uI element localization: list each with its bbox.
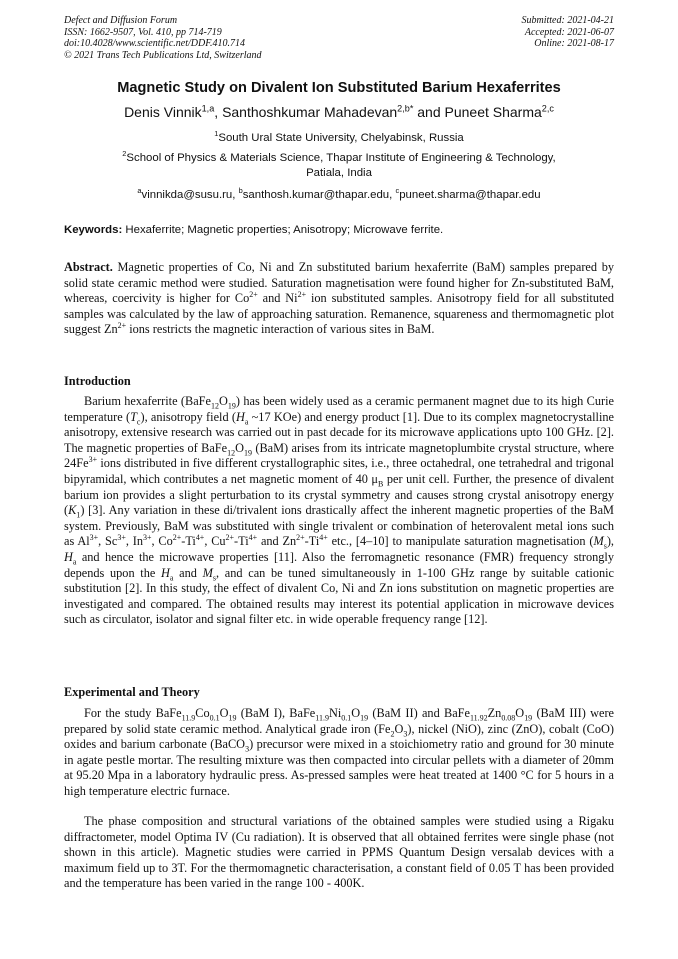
math-symbol: H: [235, 409, 245, 424]
math-symbol: M: [202, 565, 213, 580]
body-text: per unit cell. Further, the presence of divalent barium ion provides a slight perturbation to its crystal symmetry and causes strong crystal anisotropy energy (: [64, 471, 614, 518]
affiliation-text: South Ural State University, Chelyabinsk, Russia: [218, 132, 464, 144]
author-name: Denis Vinnik: [124, 104, 202, 120]
subscript-text: 0.08: [501, 713, 516, 723]
author-list: [0, 104, 678, 120]
subscript-text: s: [212, 572, 216, 582]
body-text: -Ti: [234, 534, 249, 549]
subscript-text: 19: [524, 713, 533, 723]
copyright-line: © 2021 Trans Tech Publications Ltd, Switzerland: [64, 49, 262, 61]
body-text: ) has been widely used as a ceramic permanent magnet due to its high Curie temperature (: [64, 394, 614, 424]
subscript-text: 19: [228, 713, 237, 723]
keywords: [64, 224, 616, 236]
body-text: ~17 KOe) and energy product [1]. Due to its complex magnetocrystalline anisotropy, extensive research was carried out in past decade for its microwave applications upto 100 GHz. [2]. The magnetic properties of BaFe: [64, 409, 615, 455]
body-text: ) precursor were mixed in a stoichiometry ratio and ground for 30 minute in agate pestle mortar. The resulting mixture was then compacted into circular pellets with a diameter of 20mm at 95.20 Mpa in a laboratory hydraulic press. As-pressed samples were heat treated at 1400 °C for 5 hours in a high temperature electric furnace.: [64, 737, 614, 798]
subscript-text: s: [603, 541, 607, 551]
body-text: O: [218, 394, 228, 408]
body-text: and hence the microwave properties [11]. Also the ferromagnetic resonance (FMR) frequency strongly depends upon the: [64, 549, 614, 580]
body-text: O: [235, 440, 244, 455]
abstract: [64, 260, 614, 338]
author-separator: and: [413, 104, 445, 120]
subscript-text: 3: [245, 744, 250, 754]
body-text: , and can be tuned simultaneously in 1-100 GHz range by suitable cationic substitution [2]. In this study, the effect of divalent Co, Ni and Zn ions substitution on magnetic properties are investigated and compared. The obtained results may interest its potential application in microwave devices such as circulator, isolator and signal filter etc. in wide operable frequency range [12].: [64, 565, 614, 627]
math-symbol: M: [593, 534, 604, 549]
body-text: , Sc: [98, 534, 118, 549]
superscript-text: 3+: [88, 455, 98, 465]
body-text: O: [351, 706, 361, 720]
author-separator: ,: [214, 104, 223, 120]
superscript-text: 4+: [319, 533, 328, 543]
charge-superscript: 2+: [297, 290, 307, 300]
journal-header-left: [64, 15, 262, 61]
affiliation-2: [0, 151, 678, 181]
email-link[interactable]: santhosh.kumar@thapar.edu,: [242, 189, 396, 201]
subscript-text: 12: [227, 448, 236, 458]
body-text: O: [394, 721, 404, 736]
subscript-text: 19: [243, 448, 252, 458]
body-text: (BaM II) and BaFe: [368, 706, 470, 720]
author-affiliation-mark: 1,a: [201, 103, 215, 114]
body-text: O: [219, 706, 229, 720]
online-date: Online: 2021-08-17: [534, 38, 614, 50]
math-symbol: T: [130, 409, 137, 424]
submitted-date: Submitted: 2021-04-21: [521, 15, 614, 26]
subscript-text: a: [169, 572, 174, 582]
body-text: ions distributed in five different crystallographic sites, i.e., three octahedral, one tetrahedral and trigonal bipyramidal, which contributes a net magnetic moment of 40 μ: [64, 456, 614, 486]
abstract-text: Magnetic properties of Co, Ni and Zn substituted barium hexaferrite (BaM) samples prepared by solid state ceramic method were studied. Saturation magnetisation were found higher for Zn-substituted BaM, whereas, coercivity is higher for Co: [64, 260, 614, 306]
journal-name: Defect and Diffusion Forum: [64, 15, 178, 26]
author-affiliation-mark: 2,c: [541, 103, 554, 114]
affiliation-1: [0, 131, 678, 146]
subscript-text: 1: [76, 510, 81, 520]
email-mark: b: [238, 186, 243, 196]
subscript-text: a: [72, 557, 77, 567]
body-text: and: [173, 565, 203, 580]
body-text: , Cu: [204, 534, 226, 549]
issn-line: ISSN: 1662-9507, Vol. 410, pp 714-719: [64, 26, 222, 38]
charge-superscript: 2+: [249, 290, 258, 300]
math-symbol: H: [64, 549, 73, 564]
subscript-text: c: [136, 417, 141, 427]
body-text: Barium hexaferrite (BaFe: [84, 394, 211, 408]
subscript-text: 0.1: [209, 713, 220, 723]
body-text: (BaM I), BaFe: [236, 706, 316, 720]
abstract-text: ions restricts the magnetic interaction of various sites in BaM.: [126, 322, 435, 337]
abstract-text: and Ni: [257, 291, 298, 306]
affiliation-mark: 2: [122, 149, 127, 159]
subscript-text: 2: [390, 729, 395, 739]
charge-superscript: 2+: [117, 321, 127, 331]
affiliation-mark: 1: [214, 129, 219, 139]
subscript-text: 19: [360, 713, 369, 723]
section-heading-experimental: Experimental and Theory: [64, 685, 200, 699]
superscript-text: 4+: [248, 533, 258, 543]
body-text: etc., [4–10] to manipulate saturation magnetisation (: [327, 534, 594, 549]
body-text: (BaM) arises from its intricate magnetoplumbite crystal structure, where 24Fe: [64, 440, 614, 471]
subscript-text: 19: [227, 401, 236, 411]
email-link[interactable]: puneet.sharma@thapar.edu: [399, 189, 541, 201]
section-heading-introduction: Introduction: [64, 374, 131, 388]
subscript-text: a: [244, 417, 249, 427]
abstract-label: Abstract.: [64, 260, 113, 274]
keywords-text: Hexaferrite; Magnetic properties; Anisotropy; Microwave ferrite.: [122, 224, 444, 236]
body-text: -Ti: [304, 534, 320, 549]
email-mark: a: [137, 186, 142, 196]
body-text: , Co: [151, 534, 173, 549]
introduction-paragraph: [64, 394, 614, 628]
accepted-date: Accepted: 2021-06-07: [524, 26, 614, 38]
body-text: , In: [125, 534, 143, 549]
superscript-text: 3+: [142, 533, 152, 543]
doi-line[interactable]: doi:10.4028/www.scientific.net/DDF.410.714: [64, 38, 246, 50]
affiliation-text: School of Physics & Materials Science, Thapar Institute of Engineering & Technology,: [126, 152, 556, 164]
body-text: O: [515, 706, 525, 720]
subscript-text: B: [378, 479, 384, 489]
author-name: Puneet Sharma: [444, 104, 542, 120]
subscript-text: 0.1: [341, 713, 352, 723]
affiliation-text: Patiala, India: [306, 167, 372, 179]
body-text: ), nickel (NiO), zinc (ZnO), cobalt (CoO) oxides and barium carbonate (BaCO: [64, 721, 614, 752]
subscript-text: 11.9: [181, 713, 196, 723]
author-affiliation-mark: 2,b*: [397, 103, 414, 114]
superscript-text: 4+: [195, 533, 205, 543]
email-link[interactable]: vinnikda@susu.ru,: [141, 189, 239, 201]
body-text: For the study BaFe: [84, 706, 182, 720]
body-text: ) [3]. Any variation in these di/trivalent ions drastically affect the inherent magnetic properties of the BaM system. Previously, BaM was substituted with single trivalent or combination of heterovalent metal ions such as Al: [64, 503, 614, 549]
subscript-text: 11.9: [315, 713, 329, 723]
subscript-text: 3: [403, 729, 408, 739]
abstract-text: ion substituted samples. Anisotropy field for all substituted samples was calculated by the law of approaching saturation. Remanence, squareness and thermomagnetic plot suggest Zn: [64, 291, 614, 337]
body-text: (BaM III) were prepared by solid state ceramic method. Analytical grade iron (Fe: [64, 706, 614, 736]
email-mark: c: [395, 186, 400, 196]
superscript-text: 2+: [172, 533, 182, 543]
paper-title: Magnetic Study on Divalent Ion Substituted Barium Hexaferrites: [117, 80, 561, 96]
subscript-text: 11.92: [469, 713, 488, 723]
math-symbol: K: [68, 503, 77, 518]
superscript-text: 3+: [117, 533, 126, 543]
experimental-paragraph-2: The phase composition and structural variations of the obtained samples were studied using a Rigaku diffractometer, model Optima IV (Cu radiation). It is observed that all obtained ferrites were single phase (not shown in this article). Magnetic studies were carried in PPMS Quantum Design versalab devices with a maximum field up to 3T. For the thermomagnetic characterisation, a constant field of 0.05 T has been provided and the temperature has been varied in the range 100 - 400K.: [64, 814, 614, 891]
body-text: and Zn: [257, 534, 297, 549]
experimental-paragraph: [64, 706, 614, 800]
superscript-text: 2+: [296, 533, 305, 543]
journal-header-right: [522, 15, 615, 50]
author-name: Santhoshkumar Mahadevan: [222, 104, 398, 120]
body-text: Ni: [328, 706, 342, 720]
body-text: ),: [606, 534, 614, 549]
subscript-text: 12: [210, 401, 219, 411]
superscript-text: 3+: [89, 533, 99, 543]
keywords-label: Keywords:: [64, 224, 123, 236]
body-text: ), anisotropy field (: [140, 409, 236, 424]
body-text: -Ti: [181, 534, 196, 549]
math-symbol: H: [161, 565, 170, 580]
body-text: Co: [195, 706, 210, 720]
body-text: Zn: [487, 706, 502, 720]
superscript-text: 2+: [225, 533, 235, 543]
author-emails: [0, 188, 678, 203]
